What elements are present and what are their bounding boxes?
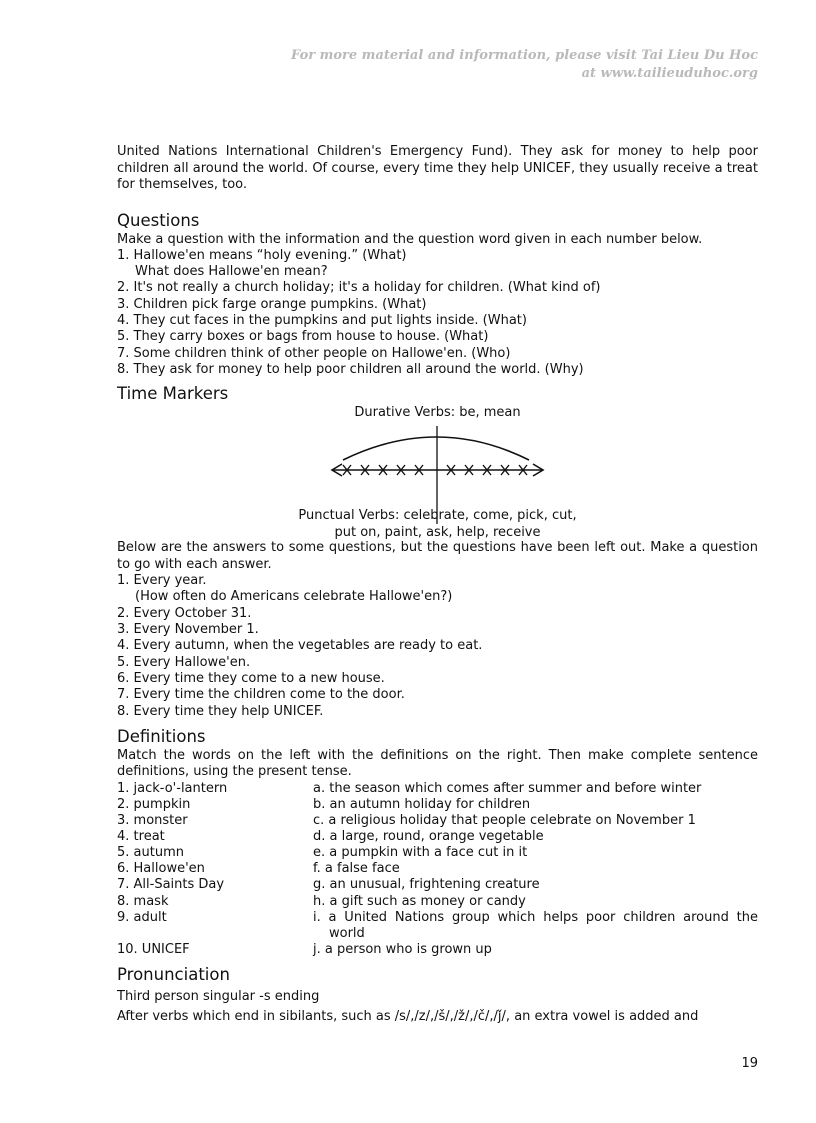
time-markers-diagram bbox=[117, 404, 758, 540]
pronunciation-subtitle: Third person singular -s ending bbox=[117, 988, 320, 1004]
definition-word: 10. UNICEF bbox=[117, 941, 190, 957]
header-line-2: at www.tailieuduhoc.org bbox=[581, 66, 758, 81]
question-item: 5. They carry boxes or bags from house to house. (What) bbox=[117, 329, 489, 345]
answer-item: 8. Every time they help UNICEF. bbox=[117, 703, 324, 719]
question-item: 1. Hallowe'en means “holy evening.” (What) bbox=[117, 247, 407, 263]
questions-heading: Questions bbox=[117, 210, 200, 230]
definitions-table bbox=[117, 781, 758, 958]
definition-text: g. an unusual, frightening creature bbox=[313, 877, 540, 893]
questions-instruction: Make a question with the information and the question word given in each number below. bbox=[117, 231, 703, 247]
definition-row bbox=[117, 894, 758, 910]
definitions-instruction: Match the words on the left with the definitions on the right. Then make complete sentence definitions, using the present tense. bbox=[117, 747, 758, 780]
definition-text: a. the season which comes after summer and before winter bbox=[313, 780, 702, 796]
definition-word: 8. mask bbox=[117, 893, 169, 909]
header-line-1: For more material and information, please visit Tai Lieu Du Hoc bbox=[291, 48, 758, 63]
definition-text: b. an autumn holiday for children bbox=[313, 796, 531, 812]
time-markers-heading: Time Markers bbox=[117, 384, 229, 404]
definition-word: 3. monster bbox=[117, 813, 188, 829]
answer-item: 7. Every time the children come to the door. bbox=[117, 687, 405, 703]
definition-word: 9. adult bbox=[117, 909, 167, 925]
definition-row bbox=[117, 861, 758, 877]
question-item: 4. They cut faces in the pumpkins and put lights inside. (What) bbox=[117, 312, 527, 328]
page-header bbox=[291, 47, 758, 83]
punctual-verbs-line-1: Punctual Verbs: celebrate, come, pick, cut, bbox=[298, 508, 577, 524]
punctual-verbs-line-2: put on, paint, ask, help, receive bbox=[334, 524, 541, 540]
definition-text: j. a person who is grown up bbox=[313, 941, 492, 957]
page-content bbox=[117, 144, 758, 1025]
durative-verbs-label: Durative Verbs: be, mean bbox=[354, 405, 521, 421]
answer-item: 1. Every year. bbox=[117, 573, 207, 589]
definition-word: 6. Hallowe'en bbox=[117, 861, 205, 877]
definition-row bbox=[117, 781, 758, 797]
definition-row bbox=[117, 813, 758, 829]
question-item: 8. They ask for money to help poor children all around the world. (Why) bbox=[117, 361, 584, 377]
page-number: 19 bbox=[741, 1056, 758, 1071]
definition-text: e. a pumpkin with a face cut in it bbox=[313, 845, 528, 861]
definition-word: 4. treat bbox=[117, 829, 165, 845]
definition-row bbox=[117, 829, 758, 845]
answer-item: 5. Every Hallowe'en. bbox=[117, 654, 251, 670]
definition-text: h. a gift such as money or candy bbox=[313, 893, 526, 909]
question-item: 3. Children pick farge orange pumpkins. (What) bbox=[117, 296, 427, 312]
definition-word: 2. pumpkin bbox=[117, 796, 191, 812]
answer-item: 6. Every time they come to a new house. bbox=[117, 670, 385, 686]
definition-word: 1. jack-o'-lantern bbox=[117, 780, 228, 796]
definition-row bbox=[117, 942, 758, 958]
definition-row bbox=[117, 797, 758, 813]
intro-paragraph: United Nations International Children's Emergency Fund). They ask for money to help poor children all around the world. Of course, every time they help UNICEF, they usually receive a treat for themselves, too. bbox=[117, 144, 758, 192]
answer-item: 4. Every autumn, when the vegetables are ready to eat. bbox=[117, 638, 483, 654]
answer-item: 2. Every October 31. bbox=[117, 605, 252, 621]
duration-arc bbox=[343, 437, 529, 460]
definition-row bbox=[117, 910, 758, 942]
definition-word: 7. All-Saints Day bbox=[117, 877, 225, 893]
pronunciation-text: After verbs which end in sibilants, such as /s/,/z/,/š/,/ž/,/č/,/ǰ/, an extra vowel is added and bbox=[117, 1009, 699, 1025]
definition-text: f. a false face bbox=[313, 861, 400, 877]
answer-item: 3. Every November 1. bbox=[117, 622, 259, 638]
definition-text: c. a religious holiday that people celebrate on November 1 bbox=[313, 813, 696, 829]
punctual-verbs-label bbox=[117, 508, 758, 541]
question-item: 7. Some children think of other people on Hallowe'en. (Who) bbox=[117, 345, 511, 361]
definition-word: 5. autumn bbox=[117, 845, 184, 861]
answer-example-question: (How often do Americans celebrate Hallowe'en?) bbox=[135, 589, 453, 605]
definition-row bbox=[117, 845, 758, 861]
definition-row bbox=[117, 877, 758, 893]
question-example-answer: What does Hallowe'en mean? bbox=[135, 264, 328, 280]
pronunciation-heading: Pronunciation bbox=[117, 964, 230, 984]
definition-text: i. a United Nations group which helps poor children around the world bbox=[313, 909, 758, 941]
time-markers-instruction: Below are the answers to some questions, but the questions have been left out. Make a question to go with each answer. bbox=[117, 540, 758, 572]
definition-text: d. a large, round, orange vegetable bbox=[313, 829, 544, 845]
question-item: 2. It's not really a church holiday; it's a holiday for children. (What kind of) bbox=[117, 280, 601, 296]
definitions-heading: Definitions bbox=[117, 726, 206, 746]
